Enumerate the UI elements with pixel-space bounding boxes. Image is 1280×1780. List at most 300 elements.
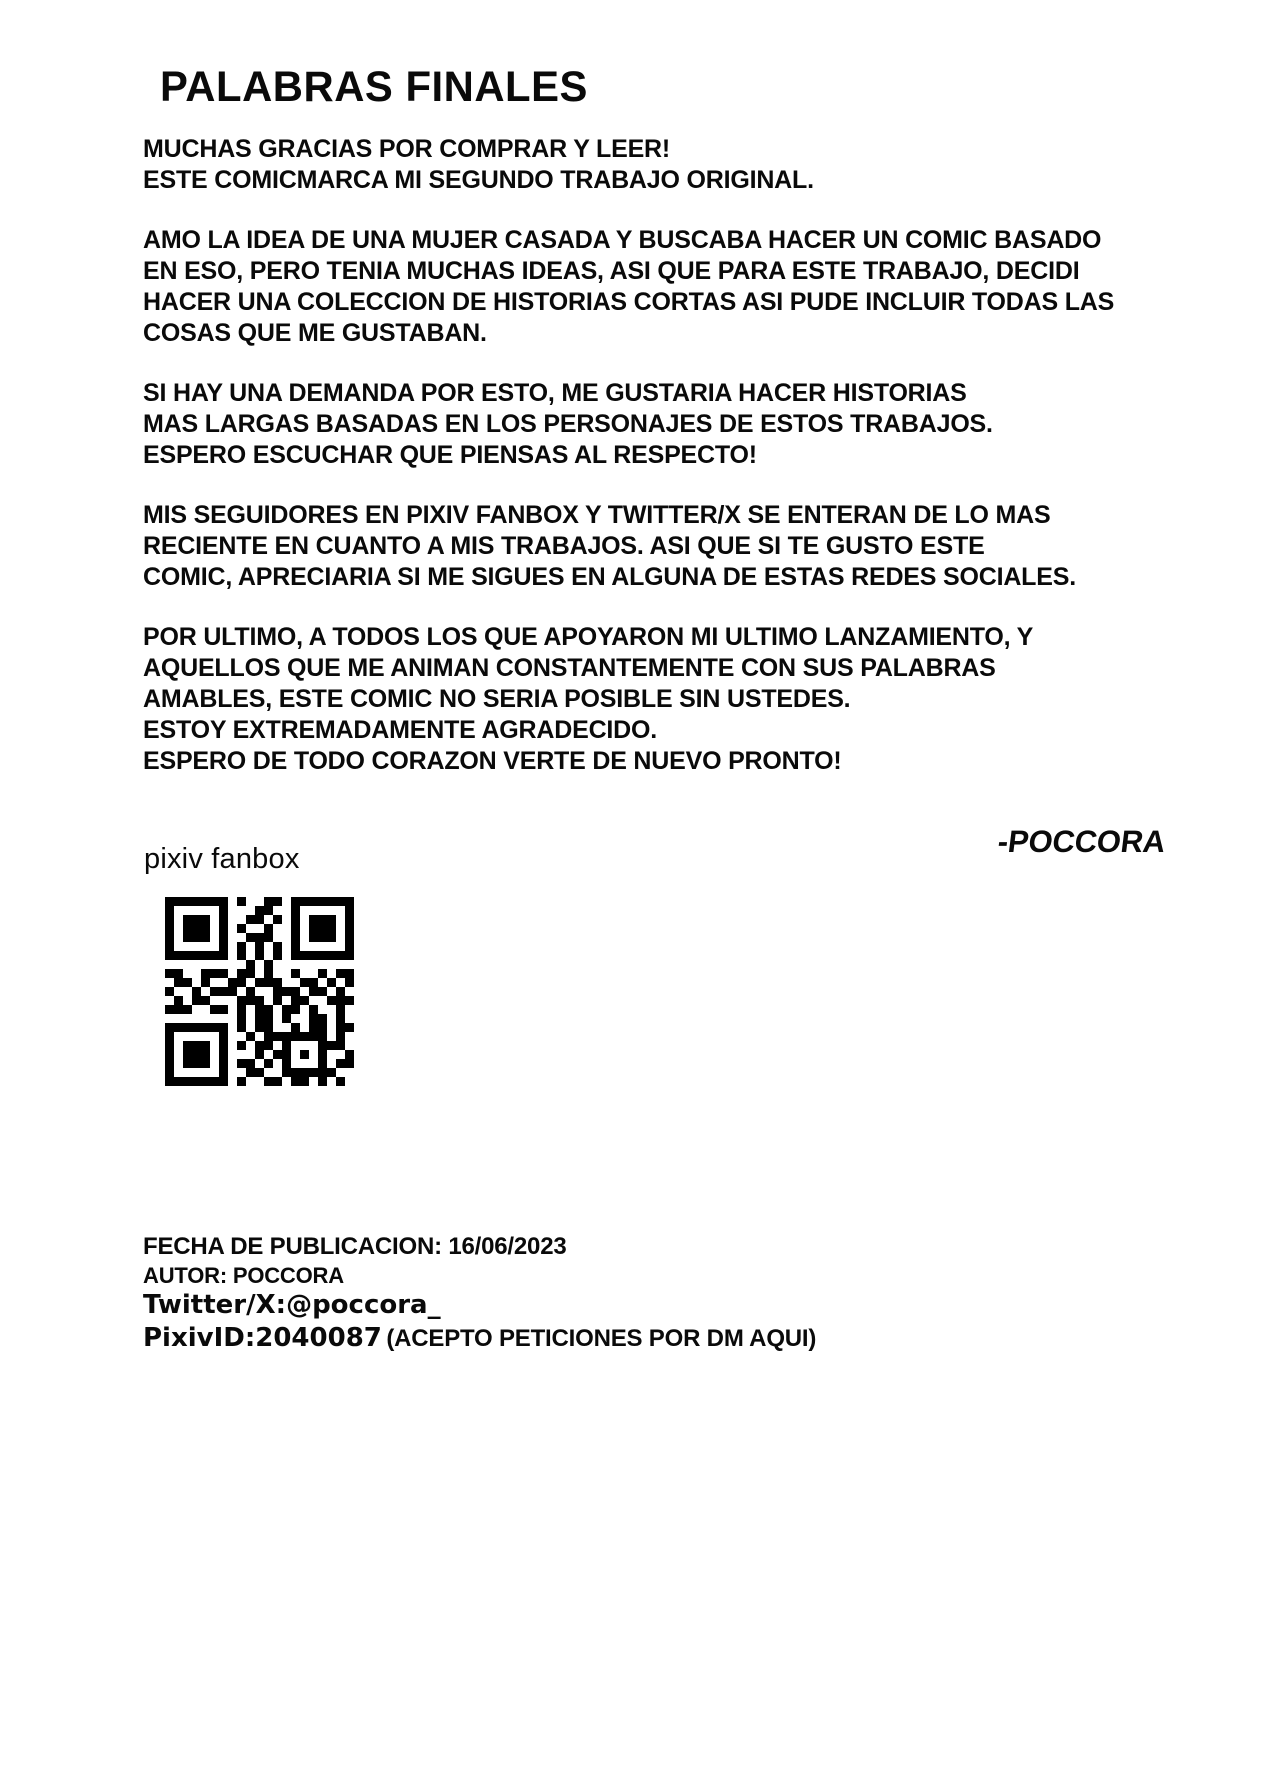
qr-module — [273, 960, 282, 969]
qr-module — [210, 933, 219, 942]
qr-module — [210, 915, 219, 924]
qr-module — [291, 987, 300, 996]
qr-module — [237, 1050, 246, 1059]
qr-module — [309, 951, 318, 960]
qr-module — [246, 1032, 255, 1041]
qr-module — [228, 1068, 237, 1077]
afterword-line: COSAS QUE ME GUSTABAN. — [143, 319, 487, 347]
qr-module — [264, 1023, 273, 1032]
qr-module — [219, 1068, 228, 1077]
afterword-line: EN ESO, PERO TENIA MUCHAS IDEAS, ASI QUE PARA ESTE TRABAJO, DECIDI — [143, 257, 1080, 285]
qr-module — [309, 915, 318, 924]
qr-module — [237, 978, 246, 987]
qr-module — [246, 1059, 255, 1068]
qr-module — [255, 996, 264, 1005]
qr-module — [318, 1023, 327, 1032]
qr-module — [282, 933, 291, 942]
qr-module — [201, 987, 210, 996]
qr-module — [309, 1077, 318, 1086]
qr-module — [210, 951, 219, 960]
qr-module — [273, 1059, 282, 1068]
qr-module — [201, 1050, 210, 1059]
qr-module — [336, 897, 345, 906]
qr-module — [246, 969, 255, 978]
qr-module — [219, 1041, 228, 1050]
qr-module — [318, 924, 327, 933]
qr-module — [336, 1014, 345, 1023]
qr-module — [336, 978, 345, 987]
afterword-paragraph — [143, 378, 1143, 471]
qr-module — [282, 969, 291, 978]
qr-module — [183, 951, 192, 960]
qr-module — [210, 1014, 219, 1023]
qr-module — [345, 996, 354, 1005]
qr-module — [264, 1041, 273, 1050]
qr-module — [201, 933, 210, 942]
qr-module — [246, 1068, 255, 1077]
qr-module — [174, 960, 183, 969]
twitter-handle: Twitter/X:@poccora_ — [143, 1290, 441, 1320]
qr-module — [174, 1059, 183, 1068]
qr-module — [183, 924, 192, 933]
qr-module — [300, 1041, 309, 1050]
qr-module — [300, 906, 309, 915]
qr-module — [210, 969, 219, 978]
qr-module — [255, 987, 264, 996]
qr-module — [246, 987, 255, 996]
qr-module — [201, 1041, 210, 1050]
qr-module — [237, 1068, 246, 1077]
qr-module — [174, 1041, 183, 1050]
qr-module — [201, 906, 210, 915]
afterword-line: ESTE COMICMARCA MI SEGUNDO TRABAJO ORIGINAL. — [143, 166, 814, 194]
qr-module — [183, 942, 192, 951]
qr-module — [291, 933, 300, 942]
qr-module — [273, 924, 282, 933]
qr-module — [183, 915, 192, 924]
qr-module — [318, 1068, 327, 1077]
qr-module — [255, 960, 264, 969]
afterword-line: AQUELLOS QUE ME ANIMAN CONSTANTEMENTE CON SUS PALABRAS — [143, 654, 996, 682]
qr-module — [282, 915, 291, 924]
qr-module — [210, 897, 219, 906]
qr-module — [237, 1023, 246, 1032]
qr-module — [246, 960, 255, 969]
qr-module — [291, 1068, 300, 1077]
qr-module — [174, 1077, 183, 1086]
qr-module — [219, 924, 228, 933]
qr-module — [318, 1041, 327, 1050]
qr-module — [264, 996, 273, 1005]
qr-module — [264, 924, 273, 933]
qr-module — [264, 1050, 273, 1059]
qr-module — [165, 951, 174, 960]
qr-module — [309, 1059, 318, 1068]
qr-module — [309, 1068, 318, 1077]
qr-module — [345, 1014, 354, 1023]
qr-module — [300, 915, 309, 924]
qr-module — [183, 1041, 192, 1050]
qr-module — [246, 996, 255, 1005]
qr-module — [165, 1023, 174, 1032]
qr-module — [228, 987, 237, 996]
qr-module — [174, 1014, 183, 1023]
qr-module — [192, 1050, 201, 1059]
qr-module — [336, 915, 345, 924]
qr-module — [237, 1059, 246, 1068]
qr-module — [327, 1068, 336, 1077]
qr-module — [273, 906, 282, 915]
qr-module — [192, 915, 201, 924]
qr-module — [183, 978, 192, 987]
qr-module — [345, 978, 354, 987]
qr-module — [192, 1032, 201, 1041]
qr-module — [228, 969, 237, 978]
afterword-line: MAS LARGAS BASADAS EN LOS PERSONAJES DE ESTOS TRABAJOS. — [143, 410, 993, 438]
qr-module — [327, 942, 336, 951]
qr-module — [291, 897, 300, 906]
qr-module — [255, 897, 264, 906]
qr-module — [255, 942, 264, 951]
qr-module — [282, 1077, 291, 1086]
qr-module — [174, 942, 183, 951]
qr-module — [174, 951, 183, 960]
qr-module — [345, 951, 354, 960]
qr-module — [345, 1059, 354, 1068]
qr-module — [219, 951, 228, 960]
qr-module — [309, 906, 318, 915]
qr-module — [165, 924, 174, 933]
qr-module — [210, 1005, 219, 1014]
qr-module — [219, 897, 228, 906]
qr-module — [237, 969, 246, 978]
qr-module — [174, 1023, 183, 1032]
afterword-paragraph — [143, 225, 1143, 349]
qr-module — [237, 915, 246, 924]
qr-module — [291, 1077, 300, 1086]
qr-module — [228, 933, 237, 942]
qr-module — [192, 1059, 201, 1068]
afterword-paragraph — [143, 622, 1143, 777]
qr-module — [228, 906, 237, 915]
qr-module — [237, 1032, 246, 1041]
afterword-line: POR ULTIMO, A TODOS LOS QUE APOYARON MI ULTIMO LANZAMIENTO, Y — [143, 623, 1034, 651]
qr-module — [201, 969, 210, 978]
qr-module — [345, 897, 354, 906]
qr-module — [201, 1068, 210, 1077]
qr-module — [165, 942, 174, 951]
qr-module — [336, 960, 345, 969]
qr-module — [336, 1050, 345, 1059]
qr-module — [300, 1014, 309, 1023]
qr-module — [228, 924, 237, 933]
qr-module — [282, 906, 291, 915]
qr-module — [309, 1032, 318, 1041]
qr-module — [309, 1023, 318, 1032]
pixiv-id-line — [143, 1322, 816, 1358]
qr-module — [219, 1050, 228, 1059]
qr-module — [291, 942, 300, 951]
qr-module — [345, 1032, 354, 1041]
qr-module — [201, 1005, 210, 1014]
qr-module — [228, 960, 237, 969]
qr-module — [336, 951, 345, 960]
qr-module — [237, 951, 246, 960]
qr-module — [246, 942, 255, 951]
qr-module — [300, 924, 309, 933]
qr-module — [255, 969, 264, 978]
qr-module — [246, 951, 255, 960]
qr-module — [300, 1050, 309, 1059]
qr-module — [237, 897, 246, 906]
qr-module — [264, 987, 273, 996]
qr-module — [165, 960, 174, 969]
author-signature: -POCCORA — [995, 824, 1168, 859]
qr-module — [273, 1041, 282, 1050]
qr-module — [273, 1077, 282, 1086]
qr-module — [291, 906, 300, 915]
qr-module — [219, 942, 228, 951]
qr-module — [210, 1059, 219, 1068]
qr-module — [300, 951, 309, 960]
qr-module — [282, 1005, 291, 1014]
qr-module — [282, 987, 291, 996]
qr-module — [291, 1014, 300, 1023]
qr-module — [183, 1023, 192, 1032]
qr-module — [309, 969, 318, 978]
afterword-line: AMO LA IDEA DE UNA MUJER CASADA Y BUSCABA HACER UN COMIC BASADO — [143, 226, 1102, 254]
qr-module — [291, 1005, 300, 1014]
publication-date: FECHA DE PUBLICACION: 16/06/2023 — [143, 1233, 567, 1260]
qr-module — [309, 996, 318, 1005]
qr-module — [183, 996, 192, 1005]
qr-module — [228, 1032, 237, 1041]
qr-module — [183, 1050, 192, 1059]
qr-module — [345, 924, 354, 933]
qr-module — [165, 915, 174, 924]
qr-module — [246, 924, 255, 933]
qr-module — [336, 933, 345, 942]
afterword-line: HACER UNA COLECCION DE HISTORIAS CORTAS ASI PUDE INCLUIR TODAS LAS — [143, 288, 1115, 316]
qr-module — [300, 897, 309, 906]
qr-module — [264, 906, 273, 915]
pixiv-id: PixivID:2040087 — [143, 1323, 382, 1353]
qr-module — [273, 1023, 282, 1032]
qr-module — [309, 1005, 318, 1014]
qr-module — [282, 960, 291, 969]
qr-module — [327, 951, 336, 960]
qr-module — [273, 1005, 282, 1014]
qr-module — [345, 906, 354, 915]
qr-module — [345, 960, 354, 969]
qr-module — [327, 915, 336, 924]
qr-module — [192, 1077, 201, 1086]
qr-module — [273, 996, 282, 1005]
qr-module — [273, 942, 282, 951]
qr-module — [237, 1077, 246, 1086]
qr-module — [282, 897, 291, 906]
qr-module — [174, 1050, 183, 1059]
qr-module — [192, 1068, 201, 1077]
qr-module — [273, 969, 282, 978]
qr-module — [183, 1068, 192, 1077]
qr-module — [210, 906, 219, 915]
qr-module — [264, 969, 273, 978]
qr-module — [255, 1014, 264, 1023]
qr-module — [183, 897, 192, 906]
qr-module — [165, 1014, 174, 1023]
qr-module — [318, 987, 327, 996]
qr-module — [174, 1068, 183, 1077]
qr-module — [300, 942, 309, 951]
qr-module — [264, 978, 273, 987]
qr-module — [174, 1032, 183, 1041]
qr-module — [246, 1005, 255, 1014]
qr-module — [336, 906, 345, 915]
qr-module — [165, 969, 174, 978]
qr-module — [255, 1032, 264, 1041]
qr-module — [165, 1032, 174, 1041]
qr-module — [192, 1041, 201, 1050]
afterword-line: ESPERO ESCUCHAR QUE PIENSAS AL RESPECTO! — [143, 441, 757, 469]
qr-module — [264, 1077, 273, 1086]
qr-module — [300, 1023, 309, 1032]
qr-module — [174, 906, 183, 915]
qr-module — [183, 1059, 192, 1068]
qr-module — [228, 897, 237, 906]
qr-module — [318, 1014, 327, 1023]
qr-module — [345, 987, 354, 996]
qr-module — [246, 897, 255, 906]
qr-module — [183, 1014, 192, 1023]
qr-module — [228, 1059, 237, 1068]
qr-module — [201, 1014, 210, 1023]
qr-module — [345, 942, 354, 951]
qr-module — [291, 1050, 300, 1059]
qr-module — [300, 1059, 309, 1068]
qr-module — [318, 906, 327, 915]
qr-module — [228, 1050, 237, 1059]
qr-module — [201, 996, 210, 1005]
qr-module — [210, 960, 219, 969]
qr-module — [273, 1014, 282, 1023]
qr-module — [165, 906, 174, 915]
qr-module — [291, 969, 300, 978]
qr-module — [273, 978, 282, 987]
qr-module — [291, 960, 300, 969]
qr-module — [300, 1005, 309, 1014]
qr-module — [192, 1014, 201, 1023]
afterword-text — [143, 134, 1143, 806]
qr-module — [201, 1032, 210, 1041]
qr-module — [336, 969, 345, 978]
qr-module — [201, 978, 210, 987]
qr-module — [255, 1005, 264, 1014]
qr-module — [219, 978, 228, 987]
qr-module — [210, 1041, 219, 1050]
afterword-line: ESPERO DE TODO CORAZON VERTE DE NUEVO PRONTO! — [143, 747, 842, 775]
afterword-line: MUCHAS GRACIAS POR COMPRAR Y LEER! — [143, 135, 671, 163]
qr-module — [210, 1077, 219, 1086]
qr-module — [174, 987, 183, 996]
qr-module — [318, 942, 327, 951]
qr-module — [255, 933, 264, 942]
qr-module — [327, 924, 336, 933]
qr-module — [183, 960, 192, 969]
qr-module — [318, 1077, 327, 1086]
qr-module — [228, 978, 237, 987]
qr-module — [183, 906, 192, 915]
qr-module — [255, 924, 264, 933]
qr-module — [309, 978, 318, 987]
qr-module — [237, 942, 246, 951]
qr-module — [300, 1068, 309, 1077]
qr-module — [264, 960, 273, 969]
qr-module — [174, 1005, 183, 1014]
qr-module — [192, 996, 201, 1005]
afterword-line: ESTOY EXTREMADAMENTE AGRADECIDO. — [143, 716, 658, 744]
qr-module — [165, 996, 174, 1005]
qr-module — [255, 1059, 264, 1068]
qr-module — [219, 1014, 228, 1023]
qr-module — [255, 978, 264, 987]
qr-module — [219, 906, 228, 915]
qr-module — [264, 1014, 273, 1023]
qr-module — [318, 960, 327, 969]
pixiv-fanbox-qr-code — [165, 897, 354, 1086]
qr-module — [183, 1077, 192, 1086]
qr-module — [201, 924, 210, 933]
qr-module — [228, 1005, 237, 1014]
qr-module — [282, 1023, 291, 1032]
qr-module — [318, 1032, 327, 1041]
qr-module — [327, 906, 336, 915]
qr-module — [309, 942, 318, 951]
qr-module — [201, 960, 210, 969]
qr-module — [237, 996, 246, 1005]
qr-module — [273, 897, 282, 906]
qr-module — [192, 897, 201, 906]
qr-module — [282, 996, 291, 1005]
qr-module — [210, 924, 219, 933]
qr-module — [282, 951, 291, 960]
qr-module — [237, 924, 246, 933]
qr-module — [219, 1032, 228, 1041]
qr-module — [228, 951, 237, 960]
qr-module — [219, 915, 228, 924]
qr-module — [273, 1050, 282, 1059]
publication-info — [143, 1232, 816, 1358]
qr-module — [201, 1023, 210, 1032]
qr-module — [246, 1014, 255, 1023]
qr-module — [318, 996, 327, 1005]
qr-module — [174, 924, 183, 933]
qr-module — [282, 978, 291, 987]
qr-module — [264, 1068, 273, 1077]
qr-module — [300, 987, 309, 996]
qr-module — [291, 978, 300, 987]
qr-module — [201, 942, 210, 951]
qr-module — [192, 969, 201, 978]
qr-module — [255, 1050, 264, 1059]
qr-module — [309, 897, 318, 906]
qr-module — [318, 1059, 327, 1068]
qr-module — [327, 933, 336, 942]
qr-module — [165, 1068, 174, 1077]
qr-module — [255, 915, 264, 924]
qr-module — [318, 1005, 327, 1014]
qr-module — [327, 960, 336, 969]
